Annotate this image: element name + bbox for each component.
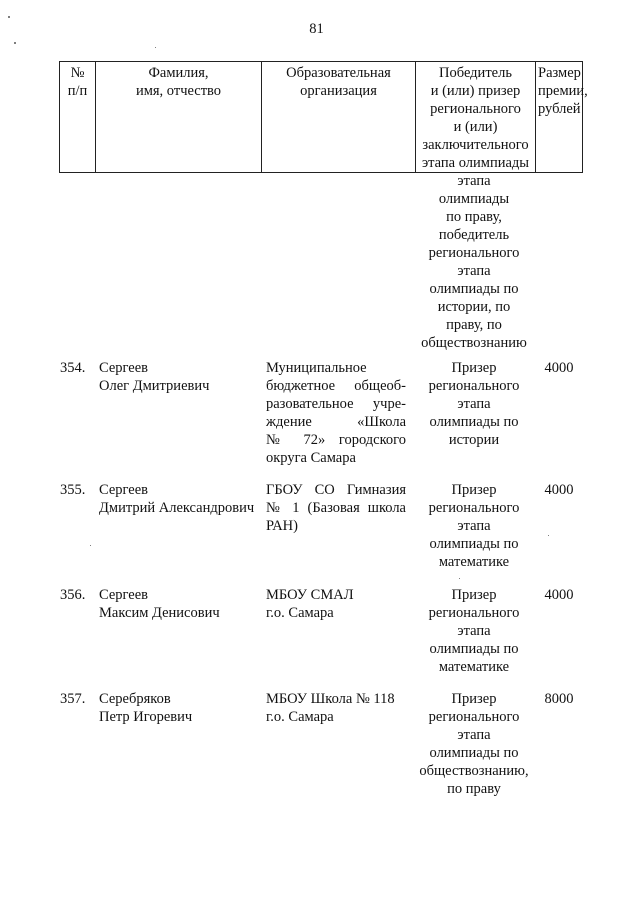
person-name [99,690,259,726]
scan-speck [90,545,91,546]
organization-line: г.о. Самара [266,709,334,725]
organization-line: разовательное учре- [266,396,406,412]
prize-amount: 4000 [544,360,574,376]
continued-result-line: победитель [438,227,510,243]
result-line: регионального [428,378,520,394]
person-given-names: Максим Денисович [99,605,220,621]
result-line: по праву [447,781,501,797]
row-number: 357. [60,691,86,707]
result-line: олимпиады по [429,414,519,430]
header-organization-line: Образовательная [286,65,391,81]
organization-line: Муниципальное [266,360,367,376]
scan-speck [548,535,549,536]
scan-speck [14,42,16,44]
header-prize-line: Размер [538,65,581,81]
organization-line: МБОУ Школа № 118 [266,691,395,707]
header-number-line: № [70,65,85,81]
organization-line: ждение «Школа [266,414,406,430]
result-line: Призер [451,691,497,707]
header-prize-column [536,62,588,173]
result-line: регионального [428,605,520,621]
header-name-column [96,62,262,173]
person-name [99,481,259,517]
person-surname: Сергеев [99,587,149,603]
result-line: Призер [451,587,497,603]
person-name [99,359,259,395]
header-name-line: Фамилия, [148,65,209,81]
result-line: олимпиады по [429,536,519,552]
result-line: олимпиады по [429,745,519,761]
prize-amount: 4000 [544,482,574,498]
continued-result-line: обществознанию [421,335,527,351]
result-line: Призер [451,360,497,376]
continued-result-line: этапа [457,263,491,279]
continued-result-line: олимпиады по [429,281,519,297]
continued-result-line: олимпиады [438,191,510,207]
organization-line: № 1 (Базовая школа [266,500,406,516]
header-prize-line: премии, [538,83,588,99]
header-result-line: регионального [430,101,521,117]
organization [266,586,406,622]
person-surname: Серебряков [99,691,171,707]
organization-line: РАН) [266,518,298,534]
result-line: истории [448,432,500,448]
prize-amount: 4000 [544,587,574,603]
header-organization-column [262,62,416,173]
result-line: этапа [457,727,491,743]
header-result-line: этапа олимпиады [421,155,530,171]
header-result-line: и (или) призер [430,83,521,99]
header-result-column [416,62,536,173]
table-header [59,61,588,173]
continued-result-line: праву, по [446,317,502,333]
result [414,690,534,798]
scan-speck [8,16,10,18]
result-line: регионального [428,500,520,516]
person-given-names: Дмитрий Александрович [99,500,255,516]
organization-line: ГБОУ СО Гимназия [266,482,406,498]
organization-line: г.о. Самара [266,605,334,621]
header-prize-line: рублей [538,101,581,117]
result-line: этапа [457,623,491,639]
header-organization-line: организация [300,83,377,99]
organization-line: № 72» городского [266,432,406,448]
result-line: математике [438,659,510,675]
result [414,359,534,449]
scan-speck [459,578,460,579]
page-number: 81 [309,21,324,37]
organization [266,359,406,467]
row-number: 356. [60,587,86,603]
result-line: Призер [451,482,497,498]
continued-result-line: истории, по [437,299,511,315]
organization-line: МБОУ СМАЛ [266,587,354,603]
continued-result-line: по праву, [446,209,502,225]
result [414,481,534,571]
header-number-line: п/п [67,83,88,99]
result [414,586,534,676]
header-number-column [60,62,96,173]
header-result-line: и (или) [453,119,498,135]
person-surname: Сергеев [99,482,149,498]
continued-result-line: регионального [428,245,520,261]
header-name-line: имя, отчество [135,83,222,99]
result-line: этапа [457,518,491,534]
continued-result-line: этапа [457,173,491,189]
scan-speck [155,47,156,48]
result-line: математике [438,554,510,570]
organization [266,481,406,535]
row-number: 355. [60,482,86,498]
person-surname: Сергеев [99,360,149,376]
result-line: обществознанию, [419,763,529,779]
prize-amount: 8000 [544,691,574,707]
organization [266,690,406,726]
header-result-line: заключительного [422,137,529,153]
person-given-names: Олег Дмитриевич [99,378,210,394]
person-name [99,586,259,622]
organization-line: бюджетное общеоб- [266,378,406,394]
row-number: 354. [60,360,86,376]
result-line: олимпиады по [429,641,519,657]
continued-result-cell [414,172,534,352]
result-line: этапа [457,396,491,412]
result-line: регионального [428,709,520,725]
header-result-line: Победитель [439,65,512,81]
organization-line: округа Самара [266,450,356,466]
person-given-names: Петр Игоревич [99,709,193,725]
